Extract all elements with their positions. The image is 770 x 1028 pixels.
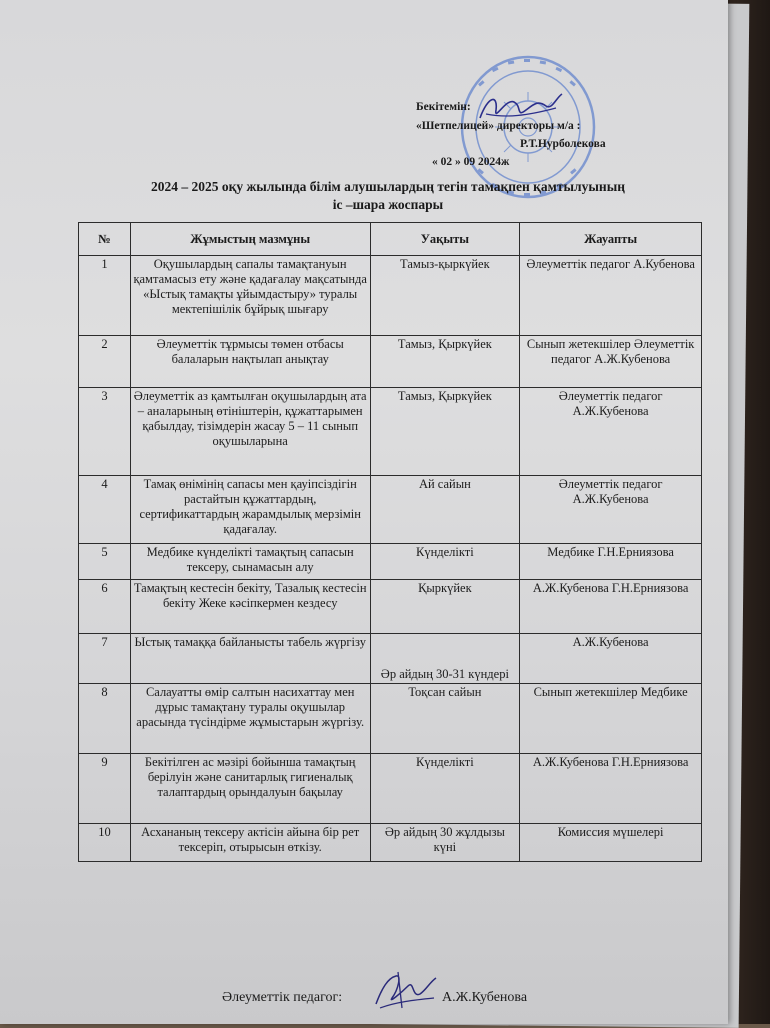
- table-row: [79, 476, 702, 544]
- row-content: Салауатты өмір салтын насихаттау мен дұрыс тамақтану туралы оқушылар арасында түсіндірме жұмыстарын жүргізу.: [130, 684, 370, 754]
- row-responsible: Медбике Г.Н.Ерниязова: [520, 544, 702, 580]
- row-content: Әлеуметтік тұрмысы төмен отбасы балаларын нақтылап анықтау: [130, 336, 370, 388]
- approval-date: « 02 » 09 2024ж: [432, 156, 510, 168]
- row-content: Ыстық тамаққа байланысты табель жүргізу: [130, 634, 370, 684]
- approval-director-line: «Шетпелицей» директоры м/а :: [416, 120, 581, 132]
- activity-plan-table: [78, 222, 702, 862]
- row-number: 10: [79, 824, 131, 862]
- row-responsible: Әлеуметтік педагог А.Кубенова: [520, 256, 702, 336]
- row-time: Ай сайын: [370, 476, 520, 544]
- table-header-row: [79, 223, 702, 256]
- row-number: 4: [79, 476, 131, 544]
- header-responsible: Жауапты: [520, 223, 702, 256]
- row-number: 1: [79, 256, 131, 336]
- table-row: [79, 388, 702, 476]
- table-row: [79, 634, 702, 684]
- row-content: Медбике күнделікті тамақтың сапасын тексеру, сынамасын алу: [130, 544, 370, 580]
- row-time: Қыркүйек: [370, 580, 520, 634]
- header-number: №: [79, 223, 131, 256]
- title-line-1: 2024 – 2025 оқу жылында білім алушылардың тегін тамақпен қамтылуының: [150, 179, 626, 194]
- row-content: Бекітілген ас мәзірі бойынша тамақтың берілуін және санитарлық гигиеналық талаптардың орындалуын бақылау: [130, 754, 370, 824]
- row-responsible: А.Ж.Кубенова Г.Н.Ерниязова: [520, 754, 702, 824]
- table-row: [79, 580, 702, 634]
- row-number: 7: [79, 634, 131, 684]
- row-responsible: А.Ж.Кубенова: [520, 634, 702, 684]
- row-content: Әлеуметтік аз қамтылған оқушылардың ата – аналарының өтініштерін, құжаттарымен қабылдау, тізімдерін жасау 5 – 11 сынып оқушыларына: [130, 388, 370, 476]
- row-number: 9: [79, 754, 131, 824]
- table-row: [79, 256, 702, 336]
- row-time: Тамыз-қыркүйек: [370, 256, 520, 336]
- footer-signatory-label: Әлеуметтік педагог:: [222, 990, 343, 1005]
- row-content: Тамақтың кестесін бекіту, Тазалық кестесін бекіту Жеке кәсіпкермен кездесу: [130, 580, 370, 634]
- table-row: [79, 336, 702, 388]
- social-pedagogue-signature: [368, 968, 440, 1014]
- row-number: 8: [79, 684, 131, 754]
- header-time: Уақыты: [370, 223, 520, 256]
- row-number: 3: [79, 388, 131, 476]
- row-time: Әр айдың 30-31 күндері: [370, 634, 520, 684]
- approval-label: Бекітемін:: [416, 101, 471, 113]
- row-number: 2: [79, 336, 131, 388]
- footer-signatory-name: А.Ж.Кубенова: [442, 990, 528, 1005]
- row-responsible: А.Ж.Кубенова Г.Н.Ерниязова: [520, 580, 702, 634]
- title-line-2: іс –шара жоспары: [332, 197, 444, 212]
- row-time: Күнделікті: [370, 754, 520, 824]
- row-responsible: Әлеуметтік педагог А.Ж.Кубенова: [520, 476, 702, 544]
- header-content: Жұмыстың мазмұны: [130, 223, 370, 256]
- row-time: Әр айдың 30 жұлдызы күні: [370, 824, 520, 862]
- row-content: Асхананың тексеру актісін айына бір рет тексеріп, отырысын өткізу.: [130, 824, 370, 862]
- row-time: Тамыз, Қыркүйек: [370, 388, 520, 476]
- row-time: Тамыз, Қыркүйек: [370, 336, 520, 388]
- row-responsible: Сынып жетекшілер Әлеуметтік педагог А.Ж.Кубенова: [520, 336, 702, 388]
- row-content: Оқушылардың сапалы тамақтануын қамтамасыз ету және қадағалау мақсатында «Ыстық тамақты ұйымдастыру» туралы мектепішілік бұйрық шығару: [130, 256, 370, 336]
- row-time: Күнделікті: [370, 544, 520, 580]
- row-content: Тамақ өнімінің сапасы мен қауіпсіздігін растайтын құжаттардың, сертификаттардың жарамдылық мерзімін қадағалау.: [130, 476, 370, 544]
- table-row: [79, 544, 702, 580]
- row-number: 5: [79, 544, 131, 580]
- table-row: [79, 754, 702, 824]
- row-number: 6: [79, 580, 131, 634]
- table-row: [79, 824, 702, 862]
- table-row: [79, 684, 702, 754]
- approval-director-name: Р.Т.Нурболекова: [520, 138, 606, 150]
- director-signature: [476, 88, 566, 128]
- row-time: Тоқсан сайын: [370, 684, 520, 754]
- row-responsible: Комиссия мүшелері: [520, 824, 702, 862]
- document-title: [98, 178, 678, 214]
- row-responsible: Әлеуметтік педагог А.Ж.Кубенова: [520, 388, 702, 476]
- row-responsible: Сынып жетекшілер Медбике: [520, 684, 702, 754]
